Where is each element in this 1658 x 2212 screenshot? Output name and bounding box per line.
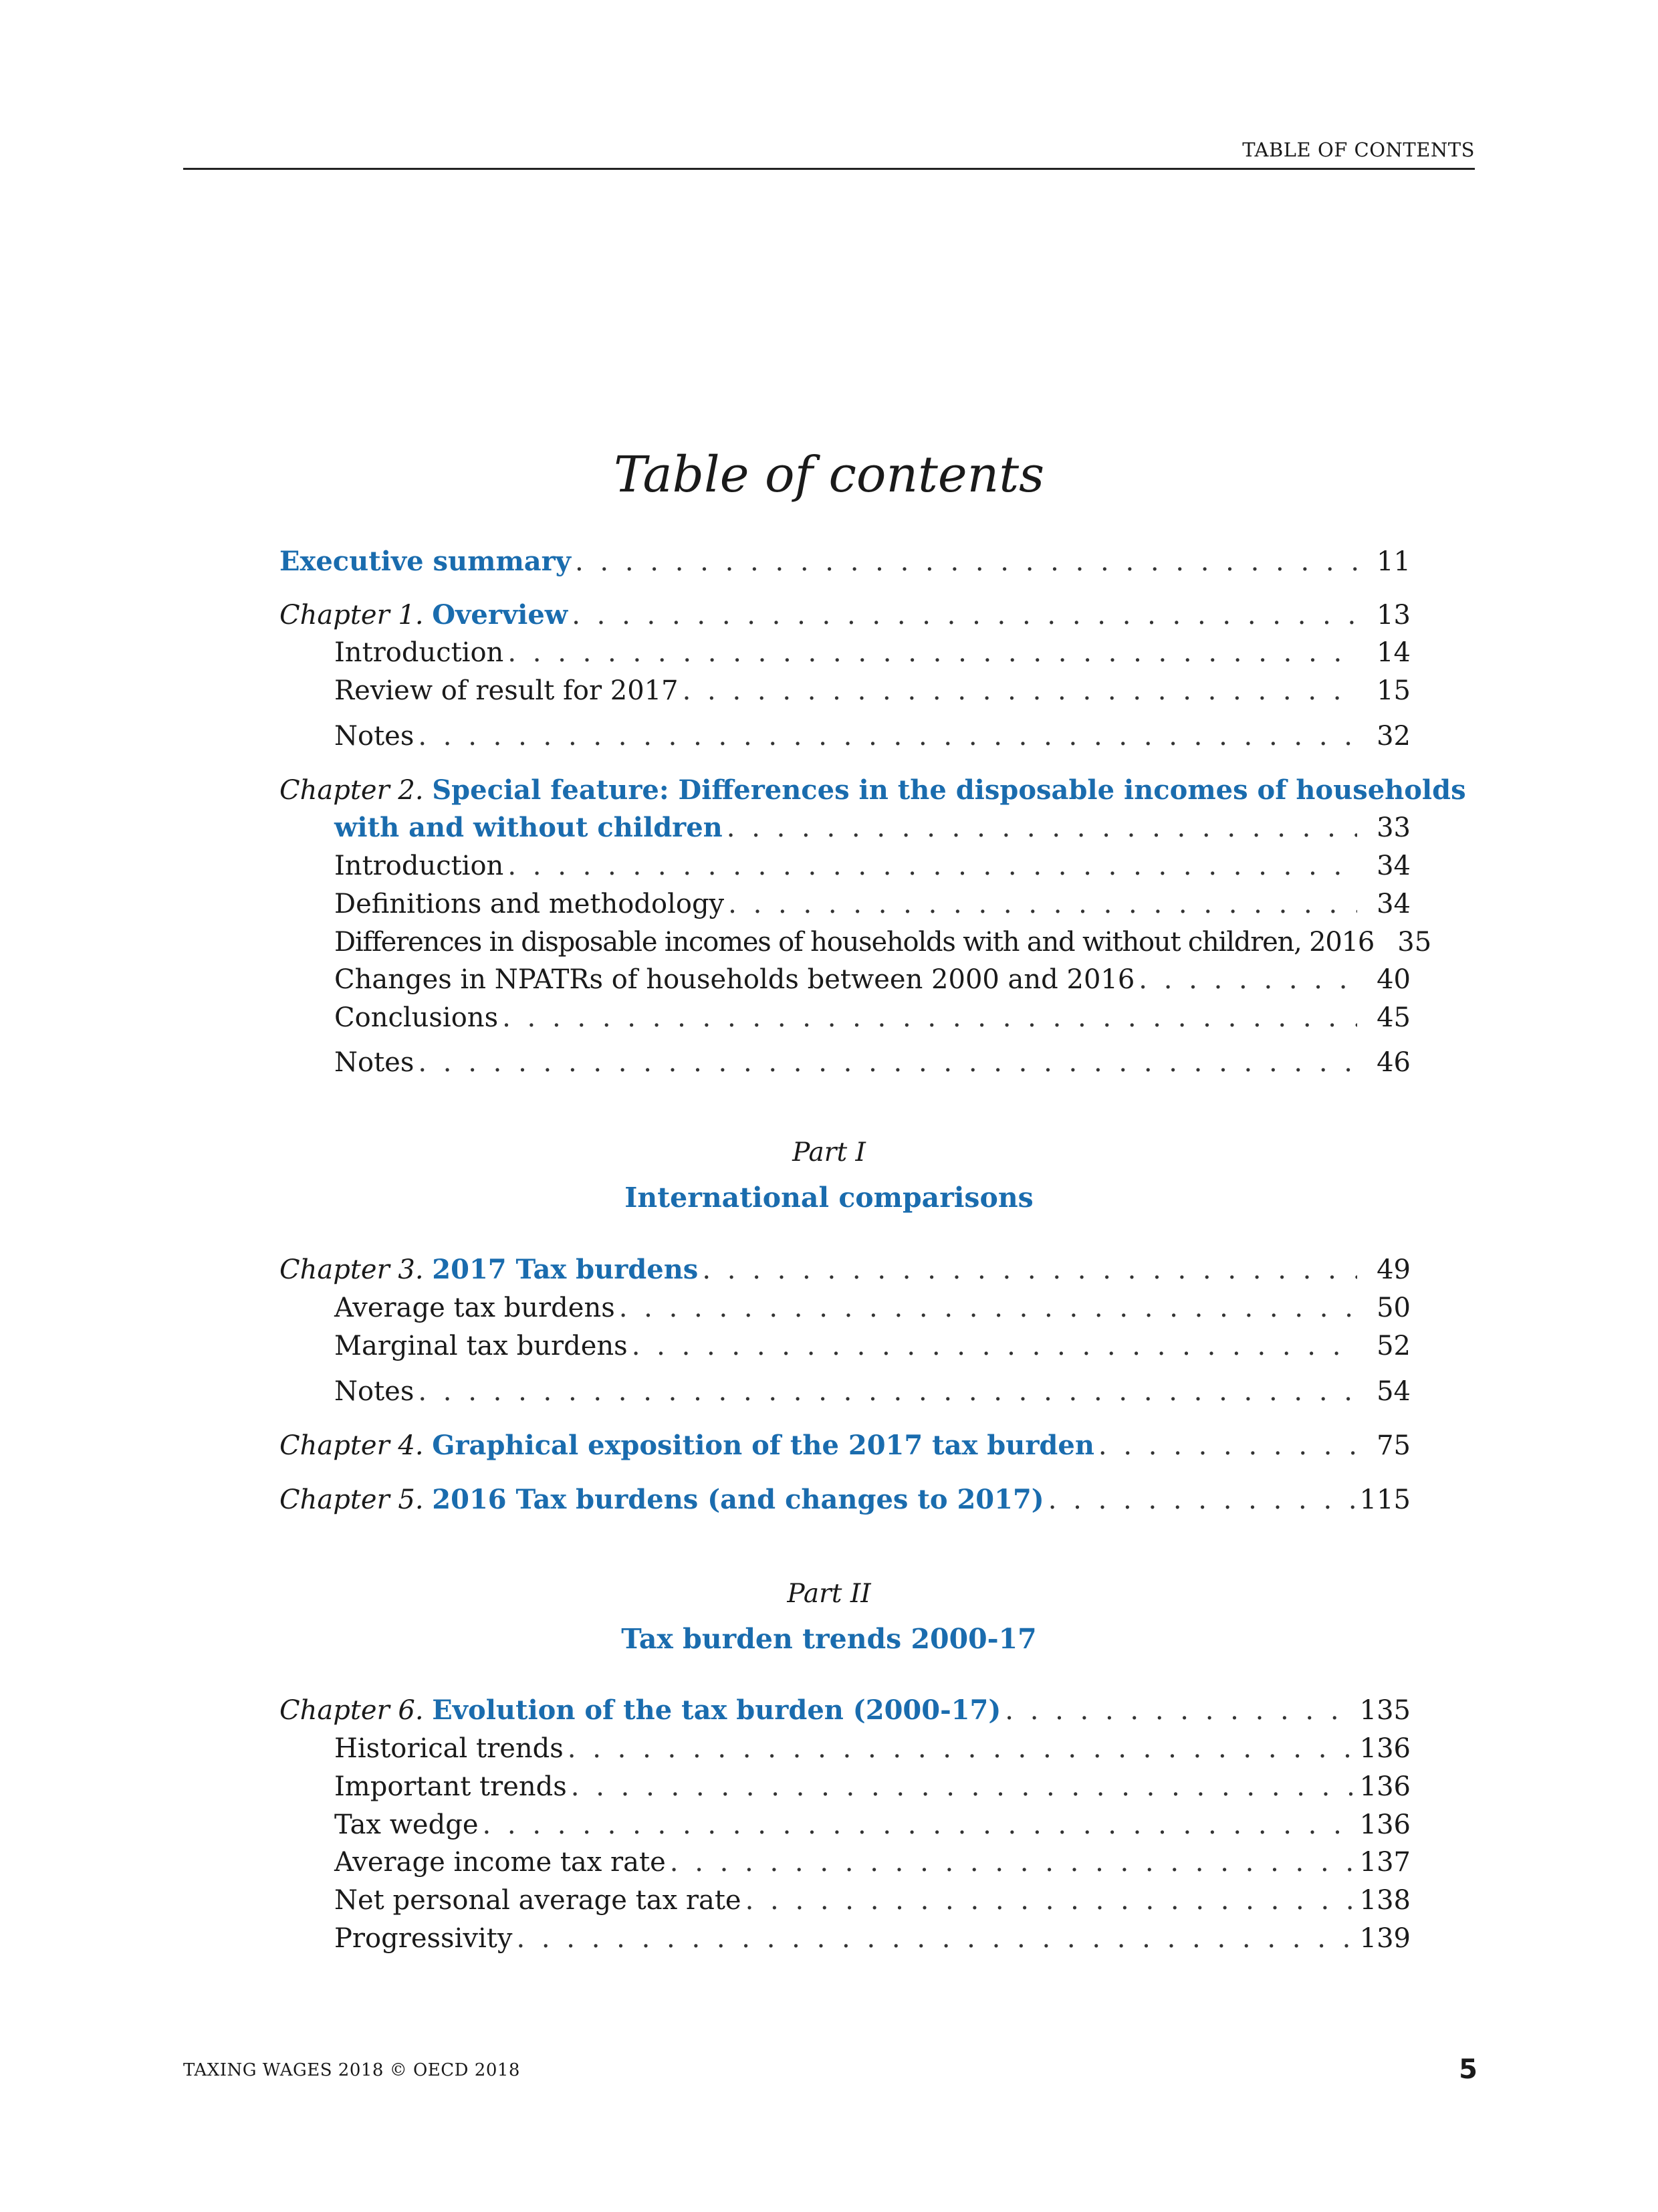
toc-entry[interactable] xyxy=(279,1920,1411,1957)
toc-entry[interactable] xyxy=(279,1373,1411,1410)
entry-label: Notes xyxy=(334,1376,414,1407)
entry-label: Progressivity xyxy=(334,1923,513,1954)
page-number: 14 xyxy=(1377,637,1411,668)
entry-label: Marginal tax burdens xyxy=(334,1331,628,1361)
page-number: 137 xyxy=(1359,1847,1411,1878)
entry-label: Differences in disposable incomes of households with and without children, 2016 xyxy=(334,927,1375,958)
toc-entry[interactable] xyxy=(279,1806,1411,1844)
page-number: 136 xyxy=(1359,1771,1411,1802)
toc-entry-chapter-3[interactable] xyxy=(279,1251,1411,1289)
toc-entry-chapter-5[interactable] xyxy=(279,1481,1411,1519)
dot-leader xyxy=(418,1044,1357,1081)
dot-leader xyxy=(727,809,1357,847)
toc-entry-chapter-2-continued[interactable] xyxy=(279,809,1411,847)
page-number: 75 xyxy=(1377,1430,1411,1461)
entry-label: Tax wedge xyxy=(334,1809,479,1840)
page-number: 34 xyxy=(1377,851,1411,881)
page-number: 135 xyxy=(1359,1695,1411,1726)
page-number: 13 xyxy=(1377,600,1411,631)
chapter-2-title-link-continued[interactable]: with and without children xyxy=(334,812,723,843)
chapter-prefix: Chapter 4. xyxy=(279,1430,424,1461)
part-2-label: Part II xyxy=(787,1579,871,1609)
page-title: Table of contents xyxy=(613,446,1045,504)
dot-leader xyxy=(632,1327,1357,1365)
toc-entry[interactable] xyxy=(279,1044,1411,1081)
running-head xyxy=(183,137,1475,170)
chapter-4-title-link[interactable]: Graphical exposition of the 2017 tax burden xyxy=(432,1430,1094,1461)
entry-label: Net personal average tax rate xyxy=(334,1885,741,1916)
dot-leader xyxy=(516,1920,1354,1957)
dot-leader xyxy=(1005,1692,1354,1729)
page-number: 136 xyxy=(1359,1733,1411,1764)
toc-entry-chapter-4[interactable] xyxy=(279,1427,1411,1464)
entry-label: Notes xyxy=(334,1047,414,1078)
page-number: 54 xyxy=(1377,1376,1411,1407)
toc-entry[interactable] xyxy=(279,717,1411,755)
toc-entry[interactable] xyxy=(279,923,1432,961)
chapter-prefix: Chapter 3. xyxy=(279,1254,424,1285)
chapter-prefix: Chapter 2. xyxy=(279,775,424,806)
page-number: 45 xyxy=(1377,1002,1411,1033)
dot-leader xyxy=(670,1844,1354,1881)
entry-label: Average income tax rate xyxy=(334,1847,666,1878)
entry-label: Introduction xyxy=(334,851,504,881)
entry-label: Changes in NPATRs of households between 2000 and 2016 xyxy=(334,964,1135,995)
part-2-title: Tax burden trends 2000-17 xyxy=(621,1623,1037,1655)
dot-leader xyxy=(575,543,1357,580)
toc-entry[interactable] xyxy=(279,1327,1411,1365)
entry-label: Conclusions xyxy=(334,1002,499,1033)
chapter-prefix: Chapter 6. xyxy=(279,1695,424,1726)
chapter-2-title-link[interactable]: Special feature: Differences in the disposable incomes of households xyxy=(432,774,1466,806)
toc-entry[interactable] xyxy=(279,1768,1411,1805)
toc-entry[interactable] xyxy=(279,1882,1411,1919)
entry-label: Average tax burdens xyxy=(334,1293,615,1323)
toc-entry[interactable] xyxy=(279,634,1411,671)
dot-leader xyxy=(728,885,1357,923)
part-1-title: International comparisons xyxy=(624,1182,1034,1214)
page-number: 138 xyxy=(1359,1885,1411,1916)
toc-entry[interactable] xyxy=(279,1844,1411,1881)
chapter-5-title-link[interactable]: 2016 Tax burdens (and changes to 2017) xyxy=(432,1484,1044,1515)
entry-label: Introduction xyxy=(334,637,504,668)
entry-label: Definitions and methodology xyxy=(334,889,725,919)
page-number: 49 xyxy=(1377,1254,1411,1285)
dot-leader xyxy=(502,999,1357,1036)
page-number: 52 xyxy=(1377,1331,1411,1361)
page-number: 35 xyxy=(1397,927,1432,958)
dot-leader xyxy=(483,1806,1354,1844)
page-number: 139 xyxy=(1359,1923,1411,1954)
dot-leader xyxy=(507,634,1357,671)
toc-entry-chapter-1[interactable] xyxy=(279,596,1411,634)
toc-entry-chapter-2[interactable] xyxy=(279,772,1466,809)
toc-entry-chapter-6[interactable] xyxy=(279,1692,1411,1729)
toc-entry[interactable] xyxy=(279,672,1411,709)
page-number: 11 xyxy=(1377,546,1411,577)
page-number: 40 xyxy=(1377,964,1411,995)
toc-entry[interactable] xyxy=(279,999,1411,1036)
dot-leader xyxy=(571,1768,1354,1805)
dot-leader xyxy=(745,1882,1354,1919)
chapter-6-title-link[interactable]: Evolution of the tax burden (2000-17) xyxy=(432,1694,1001,1726)
toc-entry[interactable] xyxy=(279,885,1411,923)
entry-label: Important trends xyxy=(334,1771,567,1802)
dot-leader xyxy=(418,717,1357,755)
footer-page-number: 5 xyxy=(1459,2054,1477,2085)
entry-label: Review of result for 2017 xyxy=(334,675,679,706)
page-number: 34 xyxy=(1377,889,1411,919)
dot-leader xyxy=(418,1373,1357,1410)
toc-entry[interactable] xyxy=(279,1289,1411,1327)
chapter-prefix: Chapter 5. xyxy=(279,1484,424,1515)
dot-leader xyxy=(702,1251,1357,1289)
footer-copyright: TAXING WAGES 2018 © OECD 2018 xyxy=(183,2060,520,2080)
page-number: 50 xyxy=(1377,1293,1411,1323)
chapter-3-title-link[interactable]: 2017 Tax burdens xyxy=(432,1254,699,1285)
executive-summary-link[interactable]: Executive summary xyxy=(279,546,571,577)
running-head-text: TABLE OF CONTENTS xyxy=(1242,138,1475,161)
page-number: 46 xyxy=(1377,1047,1411,1078)
toc-entry-executive-summary[interactable] xyxy=(279,543,1411,580)
dot-leader xyxy=(572,596,1357,634)
dot-leader xyxy=(619,1289,1357,1327)
dot-leader xyxy=(1048,1481,1354,1519)
entry-label: Notes xyxy=(334,721,414,752)
page-number: 32 xyxy=(1377,721,1411,752)
page-number: 115 xyxy=(1359,1484,1411,1515)
toc-entry[interactable] xyxy=(279,847,1411,885)
toc-entry[interactable] xyxy=(279,961,1411,998)
entry-label: Historical trends xyxy=(334,1733,564,1764)
page-number: 136 xyxy=(1359,1809,1411,1840)
toc-entry[interactable] xyxy=(279,1730,1411,1767)
dot-leader xyxy=(568,1730,1354,1767)
part-1-label: Part I xyxy=(792,1137,866,1168)
dot-leader xyxy=(1098,1427,1357,1464)
page-number: 15 xyxy=(1377,675,1411,706)
chapter-prefix: Chapter 1. xyxy=(279,600,424,631)
chapter-1-title-link[interactable]: Overview xyxy=(432,599,568,631)
dot-leader xyxy=(683,672,1357,709)
dot-leader xyxy=(1139,961,1357,998)
dot-leader xyxy=(507,847,1357,885)
page-number: 33 xyxy=(1377,812,1411,843)
